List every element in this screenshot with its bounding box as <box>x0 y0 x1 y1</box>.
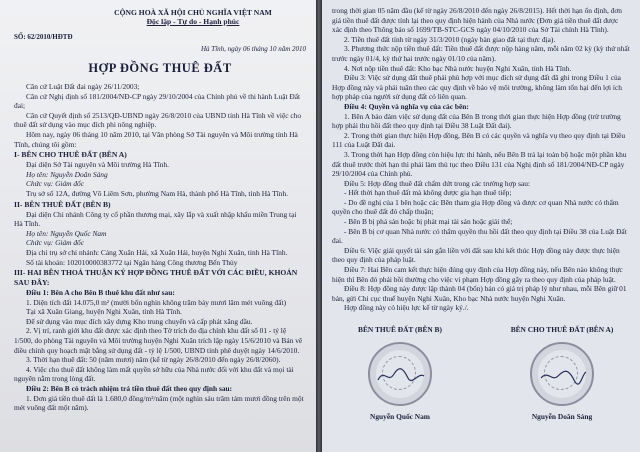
paragraph: Hợp đồng này có hiệu lực kể từ ngày ký./. <box>344 303 469 313</box>
paragraph: Điều 3: Việc sử dụng đất thuê phải phù hợp với mục đích sử dụng đất đã ghi trong Điều 1 của Hợp đồng này và phải tuân theo các quy định về bảo vệ môi trường, không làm tổn hại đến lợi ích hợp pháp của người sử dụng đất có liên quan. <box>332 73 622 102</box>
signature-party-a <box>502 325 622 421</box>
party-b-account: Số tài khoản: 102010000383772 tại Ngân hàng Công thương Bến Thủy <box>26 257 238 267</box>
paragraph: - Do đề nghị của 1 bên hoặc các Bên tham gia Hợp đồng và được cơ quan Nhà nước có thẩm quyền cho thuê đất đó chấp thuận; <box>332 197 619 217</box>
paragraph: - Bên B bị phá sản hoặc bị phát mại tài sản hoặc giải thể; <box>344 217 513 227</box>
clause-line: Điều 2: Bên B có trách nhiệm trả tiền thuê đất theo quy định sau: <box>26 384 233 394</box>
agreement-heading: III- HAI BÊN THOẢ THUẬN KÝ HỢP ĐỒNG THUÊ ĐẤT VỚI CÁC ĐIỀU, KHOẢN SAU ĐÂY: <box>14 268 298 288</box>
paragraph: - Bên B bị cơ quan Nhà nước có thẩm quyền thu hồi đất theo quy định tại Điều 38 của Luật Đất đai. <box>332 226 627 246</box>
paragraph: 4. Nơi nộp tiền thuê đất: Kho bạc Nhà nước huyện Nghi Xuân, tỉnh Hà Tĩnh. <box>344 63 572 73</box>
clause-line: 1. Diện tích đất 14.075,0 m² (mười bốn nghìn không trăm bảy mươi lăm mét vuông đất) <box>26 297 287 307</box>
signatory-name: Nguyễn Quốc Nam <box>370 412 430 421</box>
basis-line: Căn cứ Nghị định số 181/2004/NĐ-CP ngày 29/10/2004 của Chính phủ về thi hành Luật Đất đai; <box>14 91 301 111</box>
signature-label: BÊN CHO THUÊ ĐẤT (BÊN A) <box>510 325 614 334</box>
party-a-line: Đại diện Sở Tài nguyên và Môi trường Hà Tĩnh. <box>26 160 169 170</box>
basis-line: Căn cứ Luật Đất đai ngày 26/11/2003; <box>26 82 140 91</box>
clause-line: Điều 1: Bên A cho Bên B thuê khu đất như sau: <box>26 288 175 298</box>
clause-line: Để sử dụng vào mục đích xây dựng Kho trung chuyển và cấp phát xăng dầu. <box>26 316 253 326</box>
party-b-address: Địa chỉ trụ sở chi nhánh: Cảng Xuân Hải, xã Xuân Hải, huyện Nghi Xuân, tỉnh Hà Tĩnh. <box>26 247 288 257</box>
nation-heading: CỘNG HOÀ XÃ HỘI CHỦ NGHĨA VIỆT NAM <box>114 8 272 17</box>
paragraph: Điều 8: Hợp đồng này được lập thành 04 (bốn) bản có giá trị pháp lý như nhau, mỗi Bên giữ 01 bản, gửi Chi cục thuế huyện Nghi Xuân, Kho bạc Nhà nước huyện Nghi Xuân. <box>332 284 627 303</box>
party-a-name: Họ tên: Nguyễn Doãn Sáng <box>26 169 108 179</box>
paragraph: 2. Tiền thuê đất tính từ ngày 31/3/2010 (ngày bàn giao đất tại thực địa). <box>344 34 556 44</box>
paragraph: Điều 4: Quyền và nghĩa vụ của các bên: <box>344 101 469 111</box>
clause-line: 4. Việc cho thuê đất không làm mất quyền sở hữu của Nhà nước đối với khu đất và mọi tài nguyên nằm trong lòng đất. <box>14 364 294 384</box>
clause-line: Tại xã Xuân Giang, huyện Nghi Xuân, tỉnh Hà Tĩnh. <box>26 307 182 317</box>
document-title: HỢP ĐỒNG THUÊ ĐẤT <box>88 61 232 75</box>
contract-page-right <box>322 0 640 452</box>
seal-stamp-icon <box>530 342 594 406</box>
signature-block <box>332 325 630 421</box>
clause-line: 2. Vị trí, ranh giới khu đất được xác định theo Tờ trích đo địa chính khu đất số 01 - tỷ lệ 1/500, do phòng Tài nguyên và Môi trường huyện Nghi Xuân trích lập ngày 15/6/2010 và Bản vẽ điều chỉnh quy hoạch mặt bằng sử dụng đất - tỷ lệ 1/500, UBND tỉnh phê duyệt ngày 14/6/2010. <box>14 326 303 355</box>
motto: Độc lập - Tự do - Hạnh phúc <box>146 17 240 26</box>
signature-scribble-icon <box>538 366 588 386</box>
signature-party-b <box>340 325 460 421</box>
signature-scribble-icon <box>376 366 426 386</box>
seal-stamp-icon <box>368 342 432 406</box>
paragraph: trong thời gian 05 năm đầu (kể từ ngày 26/8/2010 đến ngày 26/8/2015). Hết thời hạn ổn định, đơn giá tiền thuê đất được tính lại theo quy định hiện hành của Nhà nước (Đơn giá tiền thuê đất được xác định theo Thông báo số 1699/TB-STC-GCS ngày 04/10/2010 của Sở Tài chính Hà Tĩnh). <box>332 6 622 35</box>
paragraph: 3. Trong thời hạn Hợp đồng còn hiệu lực thi hành, nếu Bên B trả lại toàn bộ hoặc một phần khu đất thuê trước thời hạn thì phải làm thủ tục theo Điều 131 của Nghị định số 181/2004/NĐ-CP ngày 29/10/2004 của Chính phủ. <box>332 149 627 179</box>
clause-line: 3. Thời hạn thuê đất: 50 (năm mươi) năm (kể từ ngày 26/8/2010 đến ngày 26/8/2060). <box>26 355 281 365</box>
paragraph: Điều 6: Việc giải quyết tài sản gắn liền với đất sau khi kết thúc Hợp đồng này được thực hiện theo quy định của pháp luật. <box>332 245 620 265</box>
party-a-heading: I- BÊN CHO THUÊ ĐẤT (BÊN A) <box>14 150 127 160</box>
basis-line: Căn cứ Quyết định số 2513/QĐ-UBND ngày 26/8/2010 của UBND tỉnh Hà Tĩnh về việc cho thuê đất sử dụng vào mục đích phi nông nghiệp. <box>14 110 302 130</box>
paragraph: Điều 7: Hai Bên cam kết thực hiện đúng quy định của Hợp đồng này, nếu Bên nào không thực hiện thì Bên đó phải bồi thường cho việc vi phạm Hợp đồng gây ra theo quy định của pháp luật. <box>332 265 623 284</box>
document-date: Hà Tĩnh, ngày 06 tháng 10 năm 2010 <box>201 45 306 53</box>
clause-line: 1. Đơn giá tiền thuê đất là 1.680,0 đồng/m²/năm (một nghìn sáu trăm tám mươi đồng trên một mét vuông đất một năm). <box>14 393 304 413</box>
paragraph: - Hết thời hạn thuê đất mà không được gia hạn thuê tiếp; <box>344 188 512 198</box>
paragraph: 2. Trong thời gian thực hiện Hợp đồng, Bên B có các quyền và nghĩa vụ theo quy định tại Điều 111 của Luật Đất đai. <box>332 130 626 150</box>
signatory-name: Nguyễn Doãn Sáng <box>531 412 593 421</box>
document-number: SỐ: 62/2010/HĐTĐ <box>14 33 73 41</box>
party-b-heading: II- BÊN THUÊ ĐẤT (BÊN B) <box>14 199 111 209</box>
party-b-title: Chức vụ: Giám đốc <box>26 238 85 248</box>
document-header <box>14 8 306 42</box>
paragraph: 1. Bên A bảo đảm việc sử dụng đất của Bên B trong thời gian thực hiện Hợp đồng (trừ trường hợp phải thu hồi đất theo quy định tại Điều 38 Luật Đất đai). <box>332 111 621 131</box>
party-a-title: Chức vụ: Giám đốc <box>26 179 85 189</box>
party-b-name: Họ tên: Nguyễn Quốc Nam <box>26 228 107 238</box>
paragraph: 3. Phương thức nộp tiền thuê đất: Tiền thuê đất được nộp hàng năm, mỗi năm 02 kỳ (kỳ thứ nhất trước ngày 01/4, kỳ thứ hai trước ngày 01/10 của năm). <box>332 44 630 63</box>
party-a-address: Trụ sở số 12A, đường Võ Liêm Sơn, phường Nam Hà, thành phố Hà Tĩnh, tỉnh Hà Tĩnh. <box>26 188 288 198</box>
contract-page-left <box>0 0 316 452</box>
signature-label: BÊN THUÊ ĐẤT (BÊN B) <box>358 325 442 334</box>
party-b-line: Đại diện Chi nhánh Công ty cổ phần thương mại, xây lắp và xuất nhập khẩu miền Trung tại Hà Tĩnh. <box>14 209 297 229</box>
basis-line: Hôm nay, ngày 06 tháng 10 năm 2010, tại Văn phòng Sở Tài nguyên và Môi trường tỉnh Hà Tĩnh, chúng tôi gồm: <box>14 129 298 149</box>
paragraph: Điều 5: Hợp đồng thuê đất chấm dứt trong các trường hợp sau: <box>344 178 530 188</box>
